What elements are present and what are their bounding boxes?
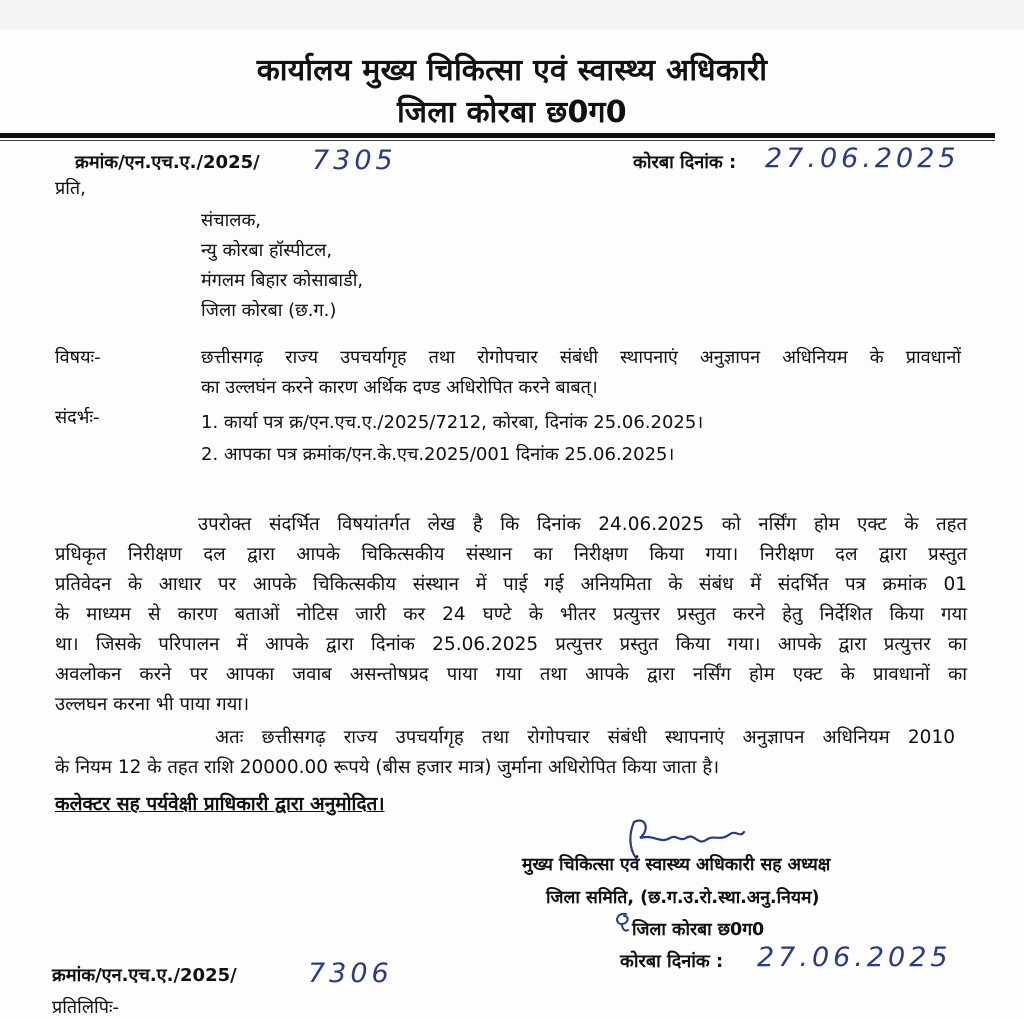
copy-ref-number: 7306 [308,958,393,989]
body-line: के माध्यम से कारण बताओं नोटिस जारी कर 24 घण्टे के भीतर प्रत्युत्तर प्रस्तुत करने हेतु निर्देशित किया गया [55,604,967,625]
body-paragraph-1 [55,510,967,720]
addressee-line: जिला कोरबा (छ.ग.) [201,300,337,321]
subject-label: विषयः- [55,347,101,368]
scan-top-margin [0,0,1024,30]
signatory-date-label: कोरबा दिनांक : [620,951,724,972]
addressee-line: संचालक, [201,210,262,231]
approval-note: कलेक्टर सह पर्यवेक्षी प्राधिकारी द्वारा अनुमोदित। [55,793,385,815]
header-rule-thick [0,133,995,138]
signatory-title: मुख्य चिकित्सा एवं स्वास्थ्य अधिकारी सह अध्यक्ष [522,855,831,875]
letter-date-label: कोरबा दिनांक : [633,152,737,173]
letter-ref-label: क्रमांक/एन.एच.ए./2025/ [75,152,260,173]
reference-item: 1. कार्या पत्र क्र/एन.एच.ए./2025/7212, कोरबा, दिनांक 25.06.2025। [201,412,704,433]
subject-line: का उल्लघंन करने कारण अर्थिक दण्ड अधिरोपित करने बाबत्। [201,377,598,398]
office-district: जिला कोरबा छ0ग0 [397,95,627,130]
reference-label: संदर्भः- [55,407,100,428]
body-paragraph-2 [55,723,955,783]
office-title: कार्यालय मुख्य चिकित्सा एवं स्वास्थ्य अधिकारी [256,53,768,88]
signatory-date: 27.06.2025 [757,942,952,973]
letter-date: 27.06.2025 [765,143,960,174]
body-line: अवलोकन करने पर आपका जवाब असन्तोषप्रद पाया गया तथा आपके द्वारा नर्सिंग होम एक्ट के प्रावधानों का [55,664,967,685]
body-line: था। जिसके परिपालन में आपके द्वारा दिनांक 25.06.2025 प्रत्युत्तर प्रस्तुत किया गया। आपके द्वारा प्रत्युत्तर का [55,634,967,655]
copy-label: प्रतिलिपिः- [52,997,120,1018]
signatory-committee: जिला समिति, (छ.ग.उ.रो.स्था.अनु.नियम) [546,888,820,908]
to-label: प्रति, [55,178,86,199]
body-line: अतः छत्तीसगढ़ राज्य उपचर्यागृह तथा रोगोपचार संबंधी स्थापनाएं अनुज्ञापन अधिनियम 2010 [215,727,955,748]
reference-item: 2. आपका पत्र क्रमांक/एन.के.एच.2025/001 दिनांक 25.06.2025। [201,444,675,465]
body-line: उपरोक्त संदर्भित विषयांतर्गत लेख है कि दिनांक 24.06.2025 को नर्सिंग होम एक्ट के तहत [198,514,967,535]
body-line: प्रधिकृत निरीक्षण दल द्वारा आपके चिकित्सकीय संस्थान का निरीक्षण किया गया। निरीक्षण दल द्वारा प्रस्तुत [55,544,967,565]
body-line: के नियम 12 के तहत राशि 20000.00 रूपये (बीस हजार मात्र) जुर्माना अधिरोपित किया जाता है। [55,757,720,778]
body-line: उल्लघन करना भी पाया गया। [55,694,250,715]
subject-line: छत्तीसगढ़ राज्य उपचर्यागृह तथा रोगोपचार संबंधी स्थापनाएं अनुज्ञापन अधिनियम के प्रावधानों [201,347,961,368]
body-line: प्रतिवेदन के आधार पर आपके चिकित्सकीय संस्थान में पाई गई अनियमिता के संबंध में संदर्भित पत्र क्रमांक 01 [55,574,967,595]
signatory-district: जिला कोरबा छ0ग0 [632,920,765,940]
addressee-line: मंगलम बिहार कोसाबाडी, [201,270,364,291]
addressee-line: न्यु कोरबा हॉस्पीटल, [201,240,333,261]
header-rule-thin [0,140,995,141]
copy-ref-label: क्रमांक/एन.एच.ए./2025/ [52,965,237,986]
letter-ref-number: 7305 [312,145,397,176]
subject-text [201,345,961,369]
